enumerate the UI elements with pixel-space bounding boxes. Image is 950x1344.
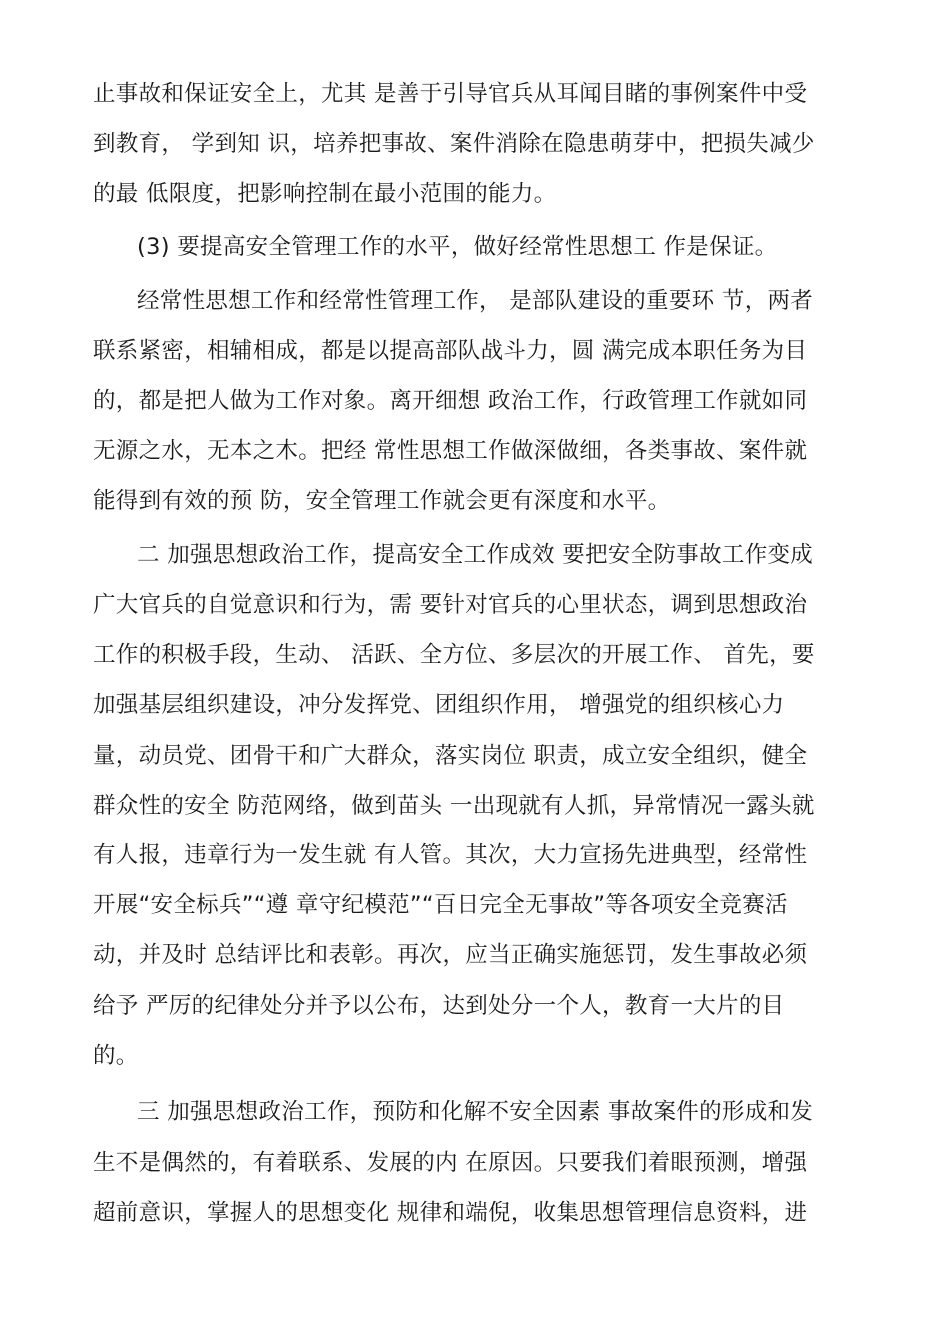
text-line: 给予 严厉的纪律处分并予以公布，达到处分一个人，教育一大片的目 bbox=[93, 993, 785, 1019]
text-line: (3) 要提高安全管理工作的水平，做好经常性思想工 作是保证。 bbox=[137, 234, 778, 260]
text-line: 广大官兵的自觉意识和行为，需 要针对官兵的心里状态，调到思想政治 bbox=[93, 592, 808, 618]
text-line: 工作的积极手段，生动、 活跃、全方位、多层次的开展工作、 首先，要 bbox=[93, 642, 815, 668]
text-line: 有人报，违章行为一发生就 有人管。其次，大力宣扬先进典型，经常性 bbox=[93, 842, 808, 868]
text-line: 加强基层组织建设，冲分发挥党、团组织作用， 增强党的组织核心力 bbox=[93, 692, 785, 718]
text-line: 止事故和保证安全上，尤其 是善于引导官兵从耳闻目睹的事例案件中受 bbox=[93, 81, 808, 107]
text-line: 二 加强思想政治工作，提高安全工作成效 要把安全防事故工作变成 bbox=[137, 542, 814, 568]
text-line: 三 加强思想政治工作，预防和化解不安全因素 事故案件的形成和发 bbox=[137, 1099, 814, 1125]
text-line: 的，都是把人做为工作对象。离开细想 政治工作，行政管理工作就如同 bbox=[93, 388, 808, 414]
text-line: 经常性思想工作和经常性管理工作， 是部队建设的重要环 节，两者 bbox=[137, 288, 814, 314]
text-line: 能得到有效的预 防，安全管理工作就会更有深度和水平。 bbox=[93, 488, 671, 514]
text-line: 生不是偶然的，有着联系、发展的内 在原因。只要我们着眼预测，增强 bbox=[93, 1150, 808, 1176]
text-line: 量，动员党、团骨干和广大群众，落实岗位 职责，成立安全组织，健全 bbox=[93, 743, 808, 769]
text-line: 群众性的安全 防范网络，做到苗头 一出现就有人抓，异常情况一露头就 bbox=[93, 793, 815, 819]
text-line: 联系紧密，相辅相成，都是以提高部队战斗力，圆 满完成本职任务为目 bbox=[93, 338, 808, 364]
text-line: 的。 bbox=[93, 1043, 139, 1069]
text-line: 超前意识，掌握人的思想变化 规律和端倪，收集思想管理信息资料，进 bbox=[93, 1200, 808, 1226]
text-line: 的最 低限度，把影响控制在最小范围的能力。 bbox=[93, 181, 557, 207]
text-line: 无源之水，无本之木。把经 常性思想工作做深做细，各类事故、案件就 bbox=[93, 438, 808, 464]
text-line: 开展“安全标兵”“遵 章守纪模范”“百日完全无事故”等各项安全竞赛活 bbox=[93, 892, 788, 918]
text-line: 到教育， 学到知 识，培养把事故、案件消除在隐患萌芽中，把损失减少 bbox=[93, 131, 815, 157]
text-line: 动，并及时 总结评比和表彰。再次，应当正确实施惩罚，发生事故必须 bbox=[93, 942, 808, 968]
